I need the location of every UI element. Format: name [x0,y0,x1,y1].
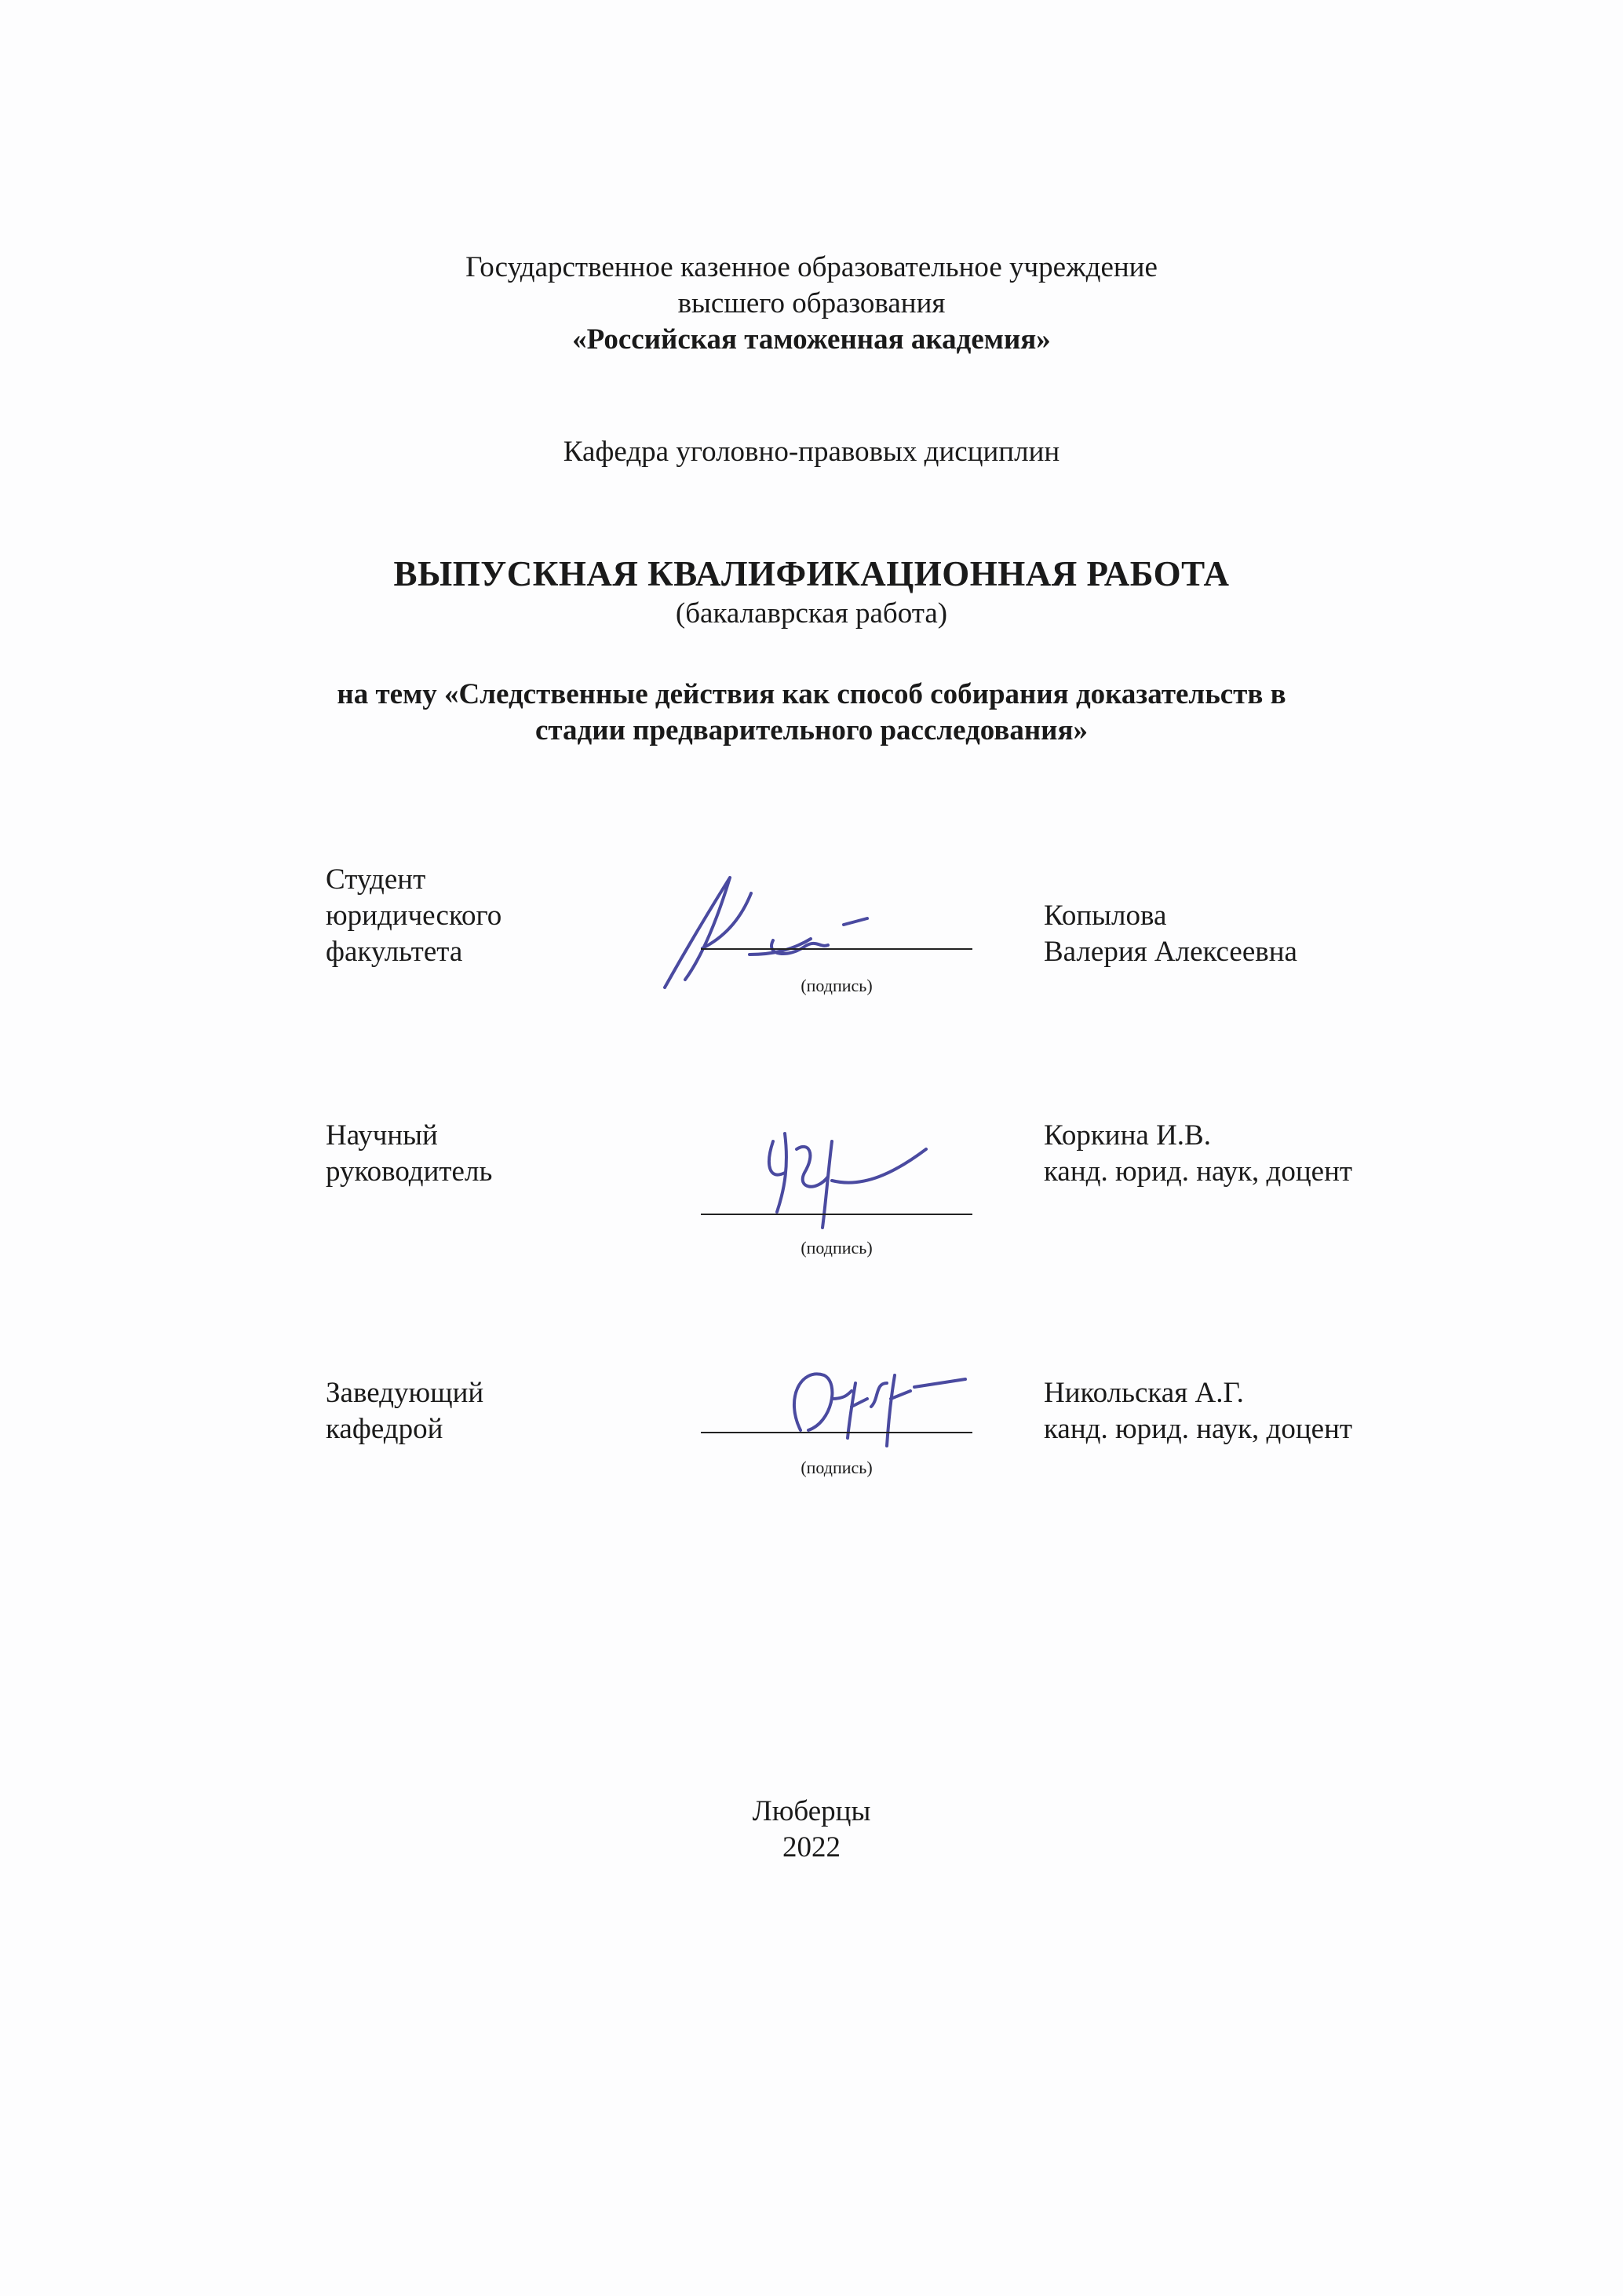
person-line: Коркина И.В. [1044,1119,1211,1152]
institution-line-2: высшего образования [677,287,946,319]
role-line: юридического [326,900,502,932]
city: Люберцы [752,1795,871,1827]
work-heading [0,552,1623,632]
footer [0,1794,1623,1866]
topic-line-1: на тему «Следственные действия как способ собирания доказательств в [337,678,1286,710]
person-line: канд. юрид. наук, доцент [1044,1155,1353,1188]
person-line: Валерия Алексеевна [1044,936,1297,968]
role-line: руководитель [326,1155,493,1188]
signature-caption: (подпись) [801,1238,873,1258]
person-info [1044,1118,1352,1190]
supervisor-signature-image [753,1118,957,1236]
year: 2022 [782,1831,841,1863]
role-line: факультета [326,936,463,968]
role-label [326,862,501,970]
work-title: ВЫПУСКНАЯ КВАЛИФИКАЦИОННАЯ РАБОТА [393,554,1230,593]
institution-line-1: Государственное казенное образовательное учреждение [465,251,1158,283]
work-subtitle: (бакалаврская работа) [675,597,948,630]
role-line: Студент [326,863,426,896]
role-line: кафедрой [326,1413,443,1445]
signature-line [701,1432,972,1433]
person-line: канд. юрид. наук, доцент [1044,1413,1353,1445]
role-label [326,1118,492,1190]
signature-line [701,948,972,950]
work-topic [0,677,1623,749]
person-info [1044,1375,1352,1447]
institution-header [0,250,1623,358]
institution-name: «Российская таможенная академия» [572,323,1051,356]
person-info [1044,898,1297,970]
signature-caption: (подпись) [801,976,873,995]
role-label [326,1375,483,1447]
person-line: Никольская А.Г. [1044,1377,1244,1409]
head-signature-image [777,1352,981,1454]
department-name: Кафедра уголовно-правовых дисциплин [563,436,1060,468]
role-line: Научный [326,1119,438,1152]
person-line: Копылова [1044,900,1167,932]
signature-caption: (подпись) [801,1458,873,1477]
role-line: Заведующий [326,1377,484,1409]
topic-line-2: стадии предварительного расследования» [535,714,1088,746]
signature-line [701,1214,972,1215]
